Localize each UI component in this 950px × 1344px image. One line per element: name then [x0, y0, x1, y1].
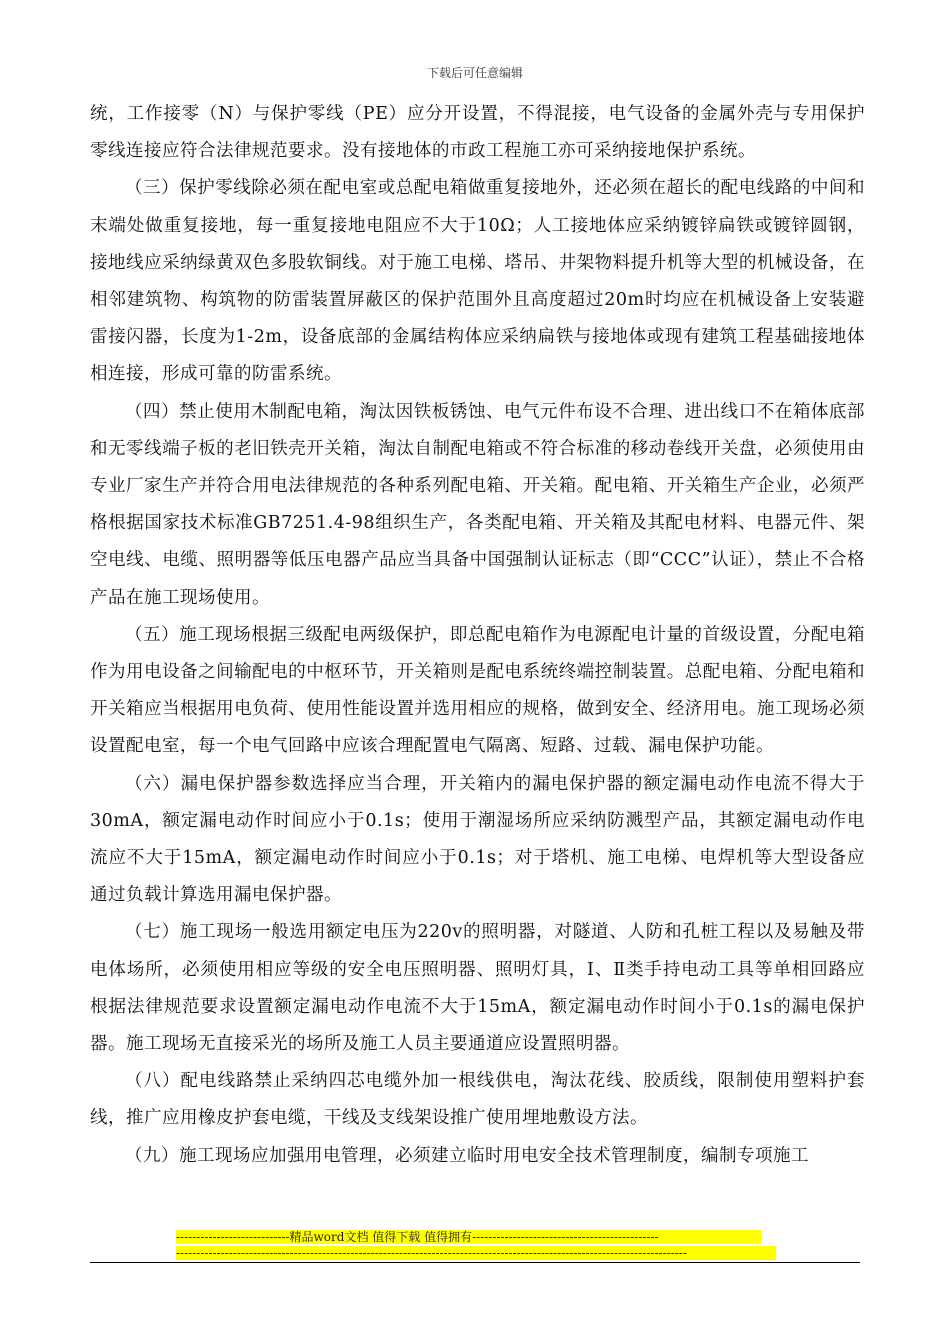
- footer-watermark-line: ----------------------------精品word文档 值得下载 值得拥有----------------------------------------------: [176, 1230, 761, 1244]
- paragraph-4: （四）禁止使用木制配电箱，淘汰因铁板锈蚀、电气元件布设不合理、进出线口不在箱体底部和无零线端子板的老旧铁壳开关箱，淘汰自制配电箱或不符合标准的移动卷线开关盘，必须使用由专业厂家生产并符合用电法律规范的各种系列配电箱、开关箱。配电箱、开关箱生产企业，必须严格根据国家技术标准GB7251.4-98组织生产，各类配电箱、开关箱及其配电材料、电器元件、架空电线、电缆、照明器等低压电器产品应当具备中国强制认证标志（即“CCC”认证），禁止不合格产品在施工现场使用。: [90, 401, 865, 608]
- paragraph-6: （六）漏电保护器参数选择应当合理，开关箱内的漏电保护器的额定漏电动作电流不得大于30mA，额定漏电动作时间应小于0.1s；使用于潮湿场所应采纳防溅型产品，其额定漏电动作电流应不大于15mA，额定漏电动作时间应小于0.1s；对于塔机、施工电梯、电焊机等大型设备应通过负载计算选用漏电保护器。: [90, 773, 865, 906]
- paragraph-5: （五）施工现场根据三级配电两级保护，即总配电箱作为电源配电计量的首级设置，分配电箱作为用电设备之间输配电的中枢环节，开关箱则是配电系统终端控制装置。总配电箱、分配电箱和开关箱应当根据用电负荷、使用性能设置并选用相应的规格，做到安全、经济用电。施工现场必须设置配电室，每一个电气回路中应该合理配置电气隔离、短路、过载、漏电保护功能。: [90, 624, 865, 757]
- footer-rule: [90, 1262, 860, 1263]
- document-body: [90, 96, 865, 1175]
- paragraph-grounding-continued: 统，工作接零（N）与保护零线（PE）应分开设置，不得混接，电气设备的金属外壳与专用保护零线连接应符合法律规范要求。没有接地体的市政工程施工亦可采纳接地保护系统。: [90, 104, 865, 162]
- paragraph-9: （九）施工现场应加强用电管理，必须建立临时用电安全技术管理制度，编制专项施工: [125, 1145, 809, 1166]
- page-header: 下载后可任意编辑: [426, 66, 523, 80]
- paragraph-8: （八）配电线路禁止采纳四芯电缆外加一根线供电，淘汰花线、胶质线，限制使用塑料护套线，推广应用橡皮护套电缆，干线及支线架设推广使用埋地敷设方法。: [90, 1071, 865, 1129]
- paragraph-3: （三）保护零线除必须在配电室或总配电箱做重复接地外，还必须在超长的配电线路的中间和末端处做重复接地，每一重复接地电阻应不大于10Ω；人工接地体应采纳镀锌扁铁或镀锌圆钢，接地线应采纳绿黄双色多股软铜线。对于施工电梯、塔吊、井架物料提升机等大型的机械设备，在相邻建筑物、构筑物的防雷装置屏蔽区的保护范围外且高度超过20m时均应在机械设备上安装避雷接闪器，长度为1-2m，设备底部的金属结构体应采纳扁铁与接地体或现有建筑工程基础接地体相连接，形成可靠的防雷系统。: [90, 178, 865, 385]
- footer-dash-line: ------------------------------------------------------------------------------------------------------------------------------: [176, 1246, 776, 1260]
- paragraph-7: （七）施工现场一般选用额定电压为220v的照明器，对隧道、人防和孔桩工程以及易触及带电体场所，必须使用相应等级的安全电压照明器、照明灯具，Ⅰ、Ⅱ类手持电动工具等单相回路应根据法律规范要求设置额定漏电动作电流不大于15mA，额定漏电动作时间小于0.1s的漏电保护器。施工现场无直接采光的场所及施工人员主要通道应设置照明器。: [90, 922, 865, 1055]
